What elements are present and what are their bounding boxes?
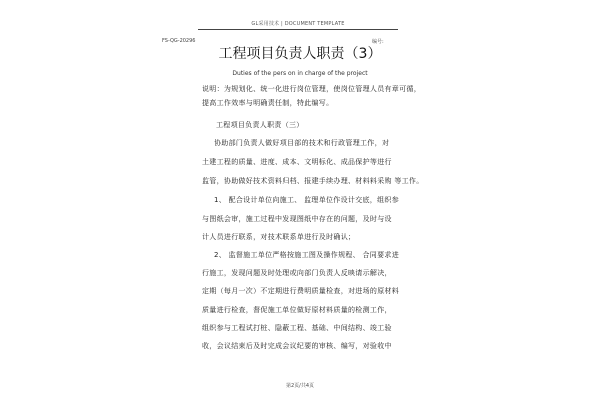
page-footer: 第2页/共4页 <box>285 383 315 389</box>
body-line: 说明：为规划化、统一化进行岗位管理，使岗位管理人员有章可循， <box>202 85 421 93</box>
body-line: 协助部门负责人做好项目部的技术和行政管理工作，对 <box>214 139 390 147</box>
document-number-label: 编号: <box>372 39 384 45</box>
section-heading: 工程项目负责人职责（三） <box>216 121 304 129</box>
body-line: 收，会议结束后及时完成会议纪要的审核、编写，对验收中 <box>202 342 392 350</box>
header-divider <box>198 29 398 30</box>
body-line: 1、 配合设计单位向施工、 监理单位作设计交底，组织参 <box>214 196 400 204</box>
body-line: 行施工，发现问题及时处理或向部门负责人反映请示解决， <box>202 269 392 277</box>
body-line: 土建工程的质量、进度、成本、文明标化、成品保护等进行 <box>202 158 392 166</box>
page-subtitle: Duties of the pers on in charge of the project <box>232 70 368 77</box>
document-code: FS-QG-20296 <box>162 38 196 44</box>
body-line: 监管，协助做好技术资料归档、报建手续办理、材料料采购 等工作。 <box>202 177 424 185</box>
body-line: 计人员进行联系，对技术联系单进行及时确认； <box>202 233 356 241</box>
body-line: 质量进行检查，督促施工单位做好原材料质量的检测工作， <box>202 306 392 314</box>
body-line: 2、 监督施工单位严格按施工图及操作规程、 合同要求进 <box>214 251 400 259</box>
body-line: 组织参与工程试打桩、隐蔽工程、基础、中间结构、竣工验 <box>202 324 392 332</box>
body-line: 定期（每月一次）不定期进行费明质量检查，对进场的原材料 <box>202 287 400 295</box>
header-template-label: GL采用技术 | DOCUMENT TEMPLATE <box>251 21 345 27</box>
page-title: 工程项目负责人职责（3） <box>218 46 382 62</box>
body-line: 与图纸会审，施工过程中发现图纸中存在的问题，及时与设 <box>202 215 392 223</box>
body-line: 提高工作效率与明确责任制，特此编写。 <box>202 99 334 107</box>
